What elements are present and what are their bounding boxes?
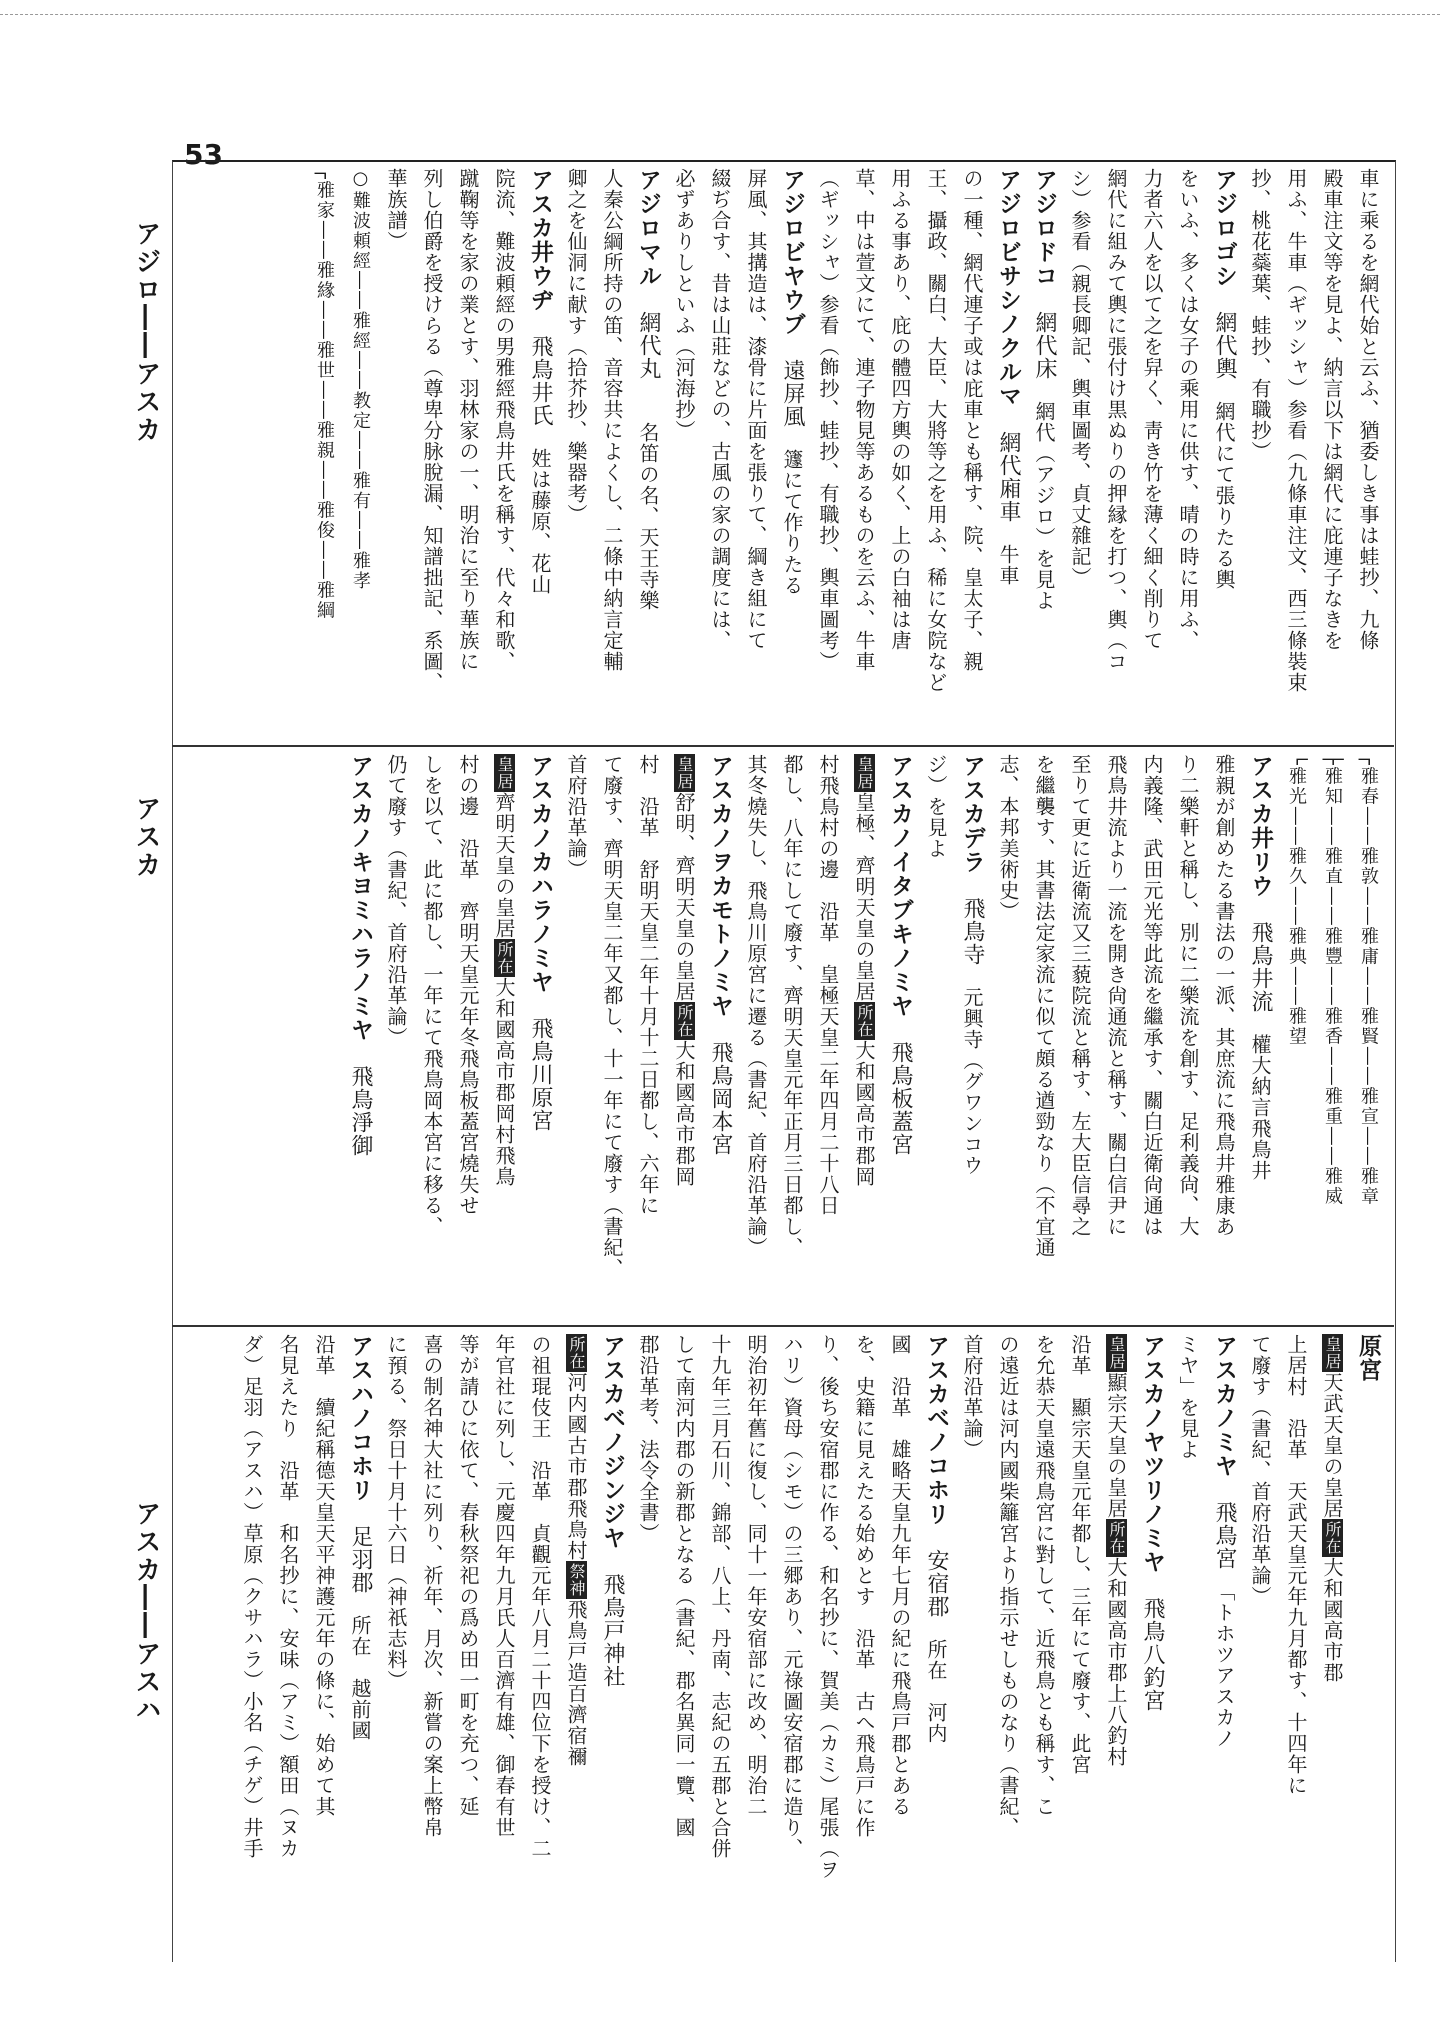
entry-kanji-form: 飛鳥淨御 bbox=[348, 1042, 373, 1157]
entry-definition-start: 「トホツアスカノ bbox=[1212, 1570, 1236, 1749]
entry-headword: アジロマル bbox=[635, 168, 661, 288]
text-line bbox=[1098, 754, 1134, 1317]
entry-definition-start: 名笛の名、天王寺樂 bbox=[636, 380, 660, 611]
genealogy-text: ┌雅春――雅敦――雅庸――雅賢――雅宣――雅章 bbox=[1358, 754, 1379, 1207]
line-text: 抄、桃花蘂葉、蛙抄、有職抄） bbox=[1248, 168, 1272, 462]
entries-band-2 bbox=[180, 754, 1386, 1317]
entry-tagged-line bbox=[486, 754, 522, 1317]
entry-kanji-form: 飛鳥板蓋宮 bbox=[888, 1018, 913, 1156]
text-line bbox=[1134, 754, 1170, 1317]
text-line bbox=[810, 1334, 846, 1954]
entry-kanji-form: 網代床 bbox=[1032, 288, 1057, 380]
entry-headword: アスカベノジンジヤ bbox=[599, 1334, 625, 1550]
line-text: 上居村 沿革 天武天皇元年九月都す、十四年に bbox=[1284, 1334, 1308, 1796]
entry-text: 飛鳥戸造百濟宿禰 bbox=[564, 1599, 588, 1767]
text-line bbox=[270, 1334, 306, 1954]
line-text: 至りて更に近衛流又三藐院流と稱す、左大臣信尋之 bbox=[1068, 754, 1092, 1237]
category-tag: 所在 bbox=[1323, 1521, 1342, 1555]
text-line bbox=[702, 1334, 738, 1954]
entry-text: 大和國高市郡 bbox=[1320, 1557, 1344, 1683]
genealogy-text: ┌雅家――雅緣――雅世――雅親――雅俊――雅綱 bbox=[314, 168, 335, 621]
entry-head-line bbox=[918, 1334, 954, 1954]
line-text: ジ）を見よ bbox=[924, 754, 948, 859]
line-text: を、史籍に見えたる始めとす 沿革 古へ飛鳥戸に作 bbox=[852, 1334, 876, 1838]
category-tag: 皇居 bbox=[855, 756, 874, 790]
category-tag: 所在 bbox=[675, 1004, 694, 1038]
category-tag: 皇居 bbox=[495, 756, 514, 790]
text-line bbox=[918, 754, 954, 1317]
line-text: を繼襲す、其書法定家流に似て頗る遒勁なり（不宜通 bbox=[1032, 754, 1056, 1258]
genealogy-line bbox=[1278, 754, 1314, 1317]
line-text: 首府沿革論） bbox=[564, 754, 588, 880]
line-text: 屏風、其搆造は、漆骨に片面を張りて、綱き組にて bbox=[744, 168, 768, 651]
text-line bbox=[1242, 1334, 1278, 1954]
line-text: しを以て、此に都し、一年にて飛鳥岡本宮に移る、 bbox=[420, 754, 444, 1237]
entry-kanji-form: 網代廂車 bbox=[996, 408, 1021, 523]
text-line bbox=[378, 168, 414, 738]
line-text: り二樂軒と稱し、別に二樂流を創す、足利義尙、大 bbox=[1176, 754, 1200, 1237]
entry-head-line bbox=[594, 1334, 630, 1954]
text-line bbox=[522, 1334, 558, 1954]
entry-headword: アジロゴシ bbox=[1211, 168, 1237, 288]
entry-head-line bbox=[1026, 168, 1062, 738]
line-text: 明治初年舊に復し、同十一年安宿部に改め、明治二 bbox=[744, 1334, 768, 1817]
line-text: 飛鳥井流より一流を開き尙通流と稱す、關白信尹に bbox=[1104, 754, 1128, 1237]
line-text: をいふ、多くは女子の乘用に供す、晴の時に用ふ、 bbox=[1176, 168, 1200, 651]
genealogy-text: └雅光――雅久――雅典――雅望 bbox=[1286, 754, 1307, 1047]
text-line bbox=[414, 168, 450, 738]
line-text: 人秦公綱所持の笛、音容共によくし、二條中納言定輔 bbox=[600, 168, 624, 672]
line-text: の一種、網代連子或は庇車とも稱す、院、皇太子、親 bbox=[960, 168, 984, 672]
text-line bbox=[378, 1334, 414, 1954]
line-text: て廢す（書紀、首府沿革論） bbox=[1248, 1334, 1272, 1607]
category-tag: 皇居 bbox=[1323, 1336, 1342, 1370]
entry-kanji-form: 飛鳥戸神社 bbox=[600, 1550, 625, 1688]
entry-tagged-line bbox=[846, 754, 882, 1317]
text-line bbox=[774, 754, 810, 1317]
entry-headword: アスカノヤツリノミヤ bbox=[1139, 1334, 1165, 1574]
entry-head-line bbox=[630, 168, 666, 738]
line-text: 喜の制名神大社に列り、祈年、月次、新嘗の案上幣帛 bbox=[420, 1334, 444, 1838]
entry-head-line bbox=[342, 754, 378, 1317]
text-line bbox=[306, 1334, 342, 1954]
text-line bbox=[990, 754, 1026, 1317]
entry-head-line bbox=[1206, 1334, 1242, 1954]
text-line bbox=[1206, 754, 1242, 1317]
text-line bbox=[1026, 754, 1062, 1317]
entry-head-line bbox=[1350, 1334, 1386, 1954]
line-text: て廢す、齊明天皇二年又都し、十一年にて廢す（書紀、 bbox=[600, 754, 624, 1279]
text-line bbox=[1098, 168, 1134, 738]
entry-definition-start: 網代にて張りたる輿 bbox=[1212, 380, 1236, 590]
entry-kanji-form: 飛鳥川原宮 bbox=[528, 994, 553, 1132]
genealogy-line bbox=[1350, 754, 1386, 1317]
line-text: 卿之を仙洞に献す（拾芥抄、樂器考） bbox=[564, 168, 588, 525]
text-line bbox=[702, 168, 738, 738]
text-line bbox=[666, 168, 702, 738]
line-text: 華族譜） bbox=[384, 168, 408, 252]
line-text: 用ふ、牛車（ギッシャ）参看（九條車注文、西三條裝束 bbox=[1284, 168, 1308, 693]
text-line bbox=[1170, 1334, 1206, 1954]
page-number: 53 bbox=[184, 138, 223, 171]
genealogy-line bbox=[1314, 754, 1350, 1317]
entry-headword: アスカノイタブキノミヤ bbox=[887, 754, 913, 1018]
text-line bbox=[1242, 168, 1278, 738]
entry-definition-start: 權大納言飛鳥井 bbox=[1248, 1013, 1272, 1181]
line-text: 殿車注文等を見よ、納言以下は網代に庇連子なきを bbox=[1320, 168, 1344, 651]
line-text: 雅親が創めたる書法の一派、其庶流に飛鳥井雅康あ bbox=[1212, 754, 1236, 1237]
line-text: の遠近は河内國柴籬宮より指示せしものなり（書紀、 bbox=[996, 1334, 1020, 1838]
line-text: 志、本邦美術史） bbox=[996, 754, 1020, 922]
line-text: 用ふる事あり、庇の體四方輿の如く、上の白袖は唐 bbox=[888, 168, 912, 651]
line-text: 院流、難波頼經の男雅經飛鳥井氏を稱す、代々和歌、 bbox=[492, 168, 516, 672]
text-line bbox=[414, 1334, 450, 1954]
category-tag: 皇居 bbox=[675, 756, 694, 790]
entry-text: 顯宗天皇の皇居 bbox=[1104, 1372, 1128, 1519]
entry-headword: 原宮 bbox=[1355, 1334, 1381, 1382]
entry-kanji-form: 飛鳥寺 bbox=[960, 874, 985, 966]
line-text: 村飛鳥村の邊 沿革 皇極天皇二年四月二十八日 bbox=[816, 754, 840, 1216]
text-line bbox=[558, 168, 594, 738]
entry-headword: アジロビサシノクルマ bbox=[995, 168, 1021, 408]
top-dashed-rule bbox=[0, 14, 1440, 15]
running-head-asuka-asuha: アスカ――アスハ bbox=[131, 1500, 161, 1724]
entry-text: 大和國高市郡岡 bbox=[852, 1040, 876, 1187]
entry-headword: アジロビヤウブ bbox=[779, 168, 805, 336]
text-line bbox=[846, 168, 882, 738]
band-divider-1 bbox=[172, 745, 1394, 747]
text-line bbox=[1026, 1334, 1062, 1954]
entry-head-line bbox=[882, 754, 918, 1317]
text-line bbox=[882, 168, 918, 738]
entry-kanji-form: 網代輿 bbox=[1212, 288, 1237, 380]
text-line bbox=[990, 1334, 1026, 1954]
text-line bbox=[738, 754, 774, 1317]
entry-kanji-form: 遠屏風 bbox=[780, 336, 805, 428]
line-text: 首府沿革論） bbox=[960, 1334, 984, 1460]
entry-text: 大和國高市郡岡 bbox=[672, 1040, 696, 1187]
text-line bbox=[1278, 168, 1314, 738]
entry-headword: アジロドコ bbox=[1031, 168, 1057, 288]
entry-headword: アスハノコホリ bbox=[347, 1334, 373, 1502]
line-text: して南河内郡の新郡となる（書紀、郡名異同一覽、國 bbox=[672, 1334, 696, 1838]
entry-text: 天武天皇の皇居 bbox=[1320, 1372, 1344, 1519]
entry-head-line bbox=[1206, 168, 1242, 738]
text-line bbox=[486, 168, 522, 738]
line-text: ダ）足羽（アスハ）草原（クサハラ）小名（チゲ）井手 bbox=[240, 1334, 264, 1859]
entry-head-line bbox=[702, 754, 738, 1317]
entry-head-line bbox=[522, 754, 558, 1317]
line-text: 車に乘るを網代始と云ふ、猶委しき事は蛙抄、九條 bbox=[1356, 168, 1380, 651]
line-text: 王、攝政、關白、大臣、大將等之を用ふ、稀に女院など bbox=[924, 168, 948, 693]
line-text: シ）参看（親長卿記、輿車圖考、貞丈雜記） bbox=[1068, 168, 1092, 588]
entry-headword: アスカノミヤ bbox=[1211, 1334, 1237, 1478]
text-line bbox=[630, 1334, 666, 1954]
entry-definition-start: 籧にて作りたる bbox=[780, 428, 804, 596]
line-text: 沿革 顯宗天皇元年都し、三年にて廢す、此宮 bbox=[1068, 1334, 1092, 1775]
line-text: 綴ぢ合す、昔は山莊などの、古風の家の調度には、 bbox=[708, 168, 732, 651]
line-text: り、後ち安宿郡に作る、和名抄に、賀美（カミ）尾張（ヲ bbox=[816, 1334, 840, 1880]
entry-definition-start: 元興寺（グワンコウ bbox=[960, 966, 984, 1176]
genealogy-line bbox=[306, 168, 342, 738]
text-line bbox=[594, 754, 630, 1317]
entry-definition-start: 網代（アジロ）を見よ bbox=[1032, 380, 1056, 611]
text-line bbox=[378, 754, 414, 1317]
text-line bbox=[774, 1334, 810, 1954]
line-text: 都し、八年にして廢す、齊明天皇元年正月三日都し、 bbox=[780, 754, 804, 1258]
text-line bbox=[846, 1334, 882, 1954]
genealogy-text: ○難波頼經――雅經――教定――雅有――雅孝 bbox=[350, 168, 371, 591]
text-line bbox=[1062, 168, 1098, 738]
entry-tagged-line bbox=[1314, 1334, 1350, 1954]
entry-text: 齊明天皇の皇居 bbox=[492, 792, 516, 939]
text-line bbox=[234, 1334, 270, 1954]
entry-headword: アスカ井リウ bbox=[1247, 754, 1273, 898]
entry-kanji-form: 飛鳥八釣宮 bbox=[1140, 1574, 1165, 1712]
text-line bbox=[450, 754, 486, 1317]
line-text: ハリ）資母（シモ）の三郷あり、元祿圖安宿郡に造り、 bbox=[780, 1334, 804, 1859]
text-line bbox=[810, 754, 846, 1317]
entry-kanji-form: 安宿郡 bbox=[924, 1526, 949, 1618]
entry-kanji-form: 飛鳥井氏 bbox=[528, 312, 553, 427]
text-line bbox=[1350, 168, 1386, 738]
text-line bbox=[414, 754, 450, 1317]
entry-tagged-line bbox=[1098, 1334, 1134, 1954]
line-text: （ギッシャ）参看（飾抄、蛙抄、有職抄、輿車圖考） bbox=[816, 168, 840, 672]
line-text: の祖琨伎王 沿革 貞觀元年八月二十四位下を授け、二 bbox=[528, 1334, 552, 1859]
entry-definition-start: 所在 越前國 bbox=[348, 1594, 372, 1741]
text-line bbox=[1170, 168, 1206, 738]
entry-headword: アスカデラ bbox=[959, 754, 985, 874]
entry-headword: アスカノキヨミハラノミヤ bbox=[347, 754, 373, 1042]
entry-headword: アスカベノコホリ bbox=[923, 1334, 949, 1526]
line-text: 仍て廢す（書紀、首府沿革論） bbox=[384, 754, 408, 1048]
category-tag: 所在 bbox=[567, 1336, 586, 1370]
running-head-ajiro-asuka: アジロ――アスカ bbox=[131, 220, 161, 444]
entry-kanji-form: 網代丸 bbox=[636, 288, 661, 380]
entry-headword: アスカ井ウヂ bbox=[527, 168, 553, 312]
text-line bbox=[1062, 1334, 1098, 1954]
line-text: 年官社に列し、元慶四年九月氏人百濟有雄、御春有世 bbox=[492, 1334, 516, 1838]
entry-head-line bbox=[342, 1334, 378, 1954]
text-line bbox=[810, 168, 846, 738]
category-tag: 皇居 bbox=[1107, 1336, 1126, 1370]
text-line bbox=[666, 1334, 702, 1954]
entry-head-line bbox=[1242, 754, 1278, 1317]
text-line bbox=[954, 1334, 990, 1954]
text-line bbox=[1134, 168, 1170, 738]
text-line bbox=[594, 168, 630, 738]
text-line bbox=[450, 168, 486, 738]
text-line bbox=[738, 168, 774, 738]
line-text: 十九年三月石川、錦部、八上、丹南、志紀の五郡と合併 bbox=[708, 1334, 732, 1859]
entry-head-line bbox=[990, 168, 1026, 738]
line-text: 内義隆、武田元光等此流を繼承す、關白近衛尙通は bbox=[1140, 754, 1164, 1237]
entry-kanji-form: 足羽郡 bbox=[348, 1502, 373, 1594]
text-line bbox=[882, 1334, 918, 1954]
line-text: 蹴鞠等を家の業とす、羽林家の一、明治に至り華族に bbox=[456, 168, 480, 672]
running-head-asuka: アスカ bbox=[131, 795, 161, 879]
entry-tagged-line bbox=[666, 754, 702, 1317]
line-text: 其冬燒失し、飛鳥川原宮に遷る（書紀、首府沿革論） bbox=[744, 754, 768, 1258]
entry-tagged-line bbox=[558, 1334, 594, 1954]
entry-kanji-form: 飛鳥井流 bbox=[1248, 898, 1273, 1013]
text-line bbox=[450, 1334, 486, 1954]
entry-text: 大和國高市郡上八釣村 bbox=[1104, 1557, 1128, 1767]
entry-head-line bbox=[954, 754, 990, 1317]
line-text: 網代に組みて輿に張付け黒ぬりの押縁を打つ、輿（コ bbox=[1104, 168, 1128, 672]
line-text: 草、中は萱文にて、連子物見等あるものを云ふ、牛車 bbox=[852, 168, 876, 672]
entry-definition-start: 所在 河内 bbox=[924, 1618, 948, 1744]
text-line bbox=[1314, 168, 1350, 738]
line-text: 列し伯爵を授けらる（尊卑分脉脫漏、知譜拙記、系圖、 bbox=[420, 168, 444, 693]
text-line bbox=[630, 754, 666, 1317]
category-tag: 所在 bbox=[495, 941, 514, 975]
text-line bbox=[954, 168, 990, 738]
entry-text: 舒明、齊明天皇の皇居 bbox=[672, 792, 696, 1002]
text-line bbox=[1062, 754, 1098, 1317]
entry-text: 河内國古市郡飛鳥村 bbox=[564, 1372, 588, 1561]
entries-band-3 bbox=[180, 1334, 1386, 1954]
line-text: 力者六人を以て之を舁く、靑き竹を薄く細く削りて bbox=[1140, 168, 1164, 651]
category-tag: 所在 bbox=[1107, 1521, 1126, 1555]
line-text: 村 沿革 舒明天皇二年十月十二日都し、六年に bbox=[636, 754, 660, 1216]
line-text: を允恭天皇遠飛鳥宮に對して、近飛鳥とも稱す、こ bbox=[1032, 1334, 1056, 1817]
entry-kanji-form: 飛鳥岡本宮 bbox=[708, 1018, 733, 1156]
entry-definition-start: 姓は藤原、花山 bbox=[528, 427, 552, 595]
band-divider-2 bbox=[172, 1325, 1394, 1327]
entry-head-line bbox=[522, 168, 558, 738]
category-tag: 祭神 bbox=[567, 1563, 586, 1597]
category-tag: 所在 bbox=[855, 1004, 874, 1038]
text-line bbox=[558, 754, 594, 1317]
entry-kanji-form: 飛鳥宮 bbox=[1212, 1478, 1237, 1570]
genealogy-text: ├雅知――雅直――雅豐――雅香――雅重――雅威 bbox=[1322, 754, 1343, 1207]
entry-text: 大和國高市郡岡村飛鳥 bbox=[492, 977, 516, 1187]
line-text: 沿革 續紀稱德天皇天平神護元年の條に、始めて其 bbox=[312, 1334, 336, 1817]
line-text: 國 沿革 雄略天皇九年七月の紀に飛鳥戸郡とある bbox=[888, 1334, 912, 1817]
entry-definition-start: 牛車 bbox=[996, 523, 1020, 586]
line-text: 等が請ひに依て、春秋祭祀の爲め田一町を充つ、延 bbox=[456, 1334, 480, 1817]
entries-band-1 bbox=[180, 168, 1386, 738]
line-text: ミヤ」を見よ bbox=[1176, 1334, 1200, 1460]
line-text: 必ずありしといふ（河海抄） bbox=[672, 168, 696, 441]
entry-text: 皇極、齊明天皇の皇居 bbox=[852, 792, 876, 1002]
line-text: に預る、祭日十月十六日（神祇志料） bbox=[384, 1334, 408, 1691]
line-text: 名見えたり 沿革 和名抄に、安味（アミ）額田（ヌカ bbox=[276, 1334, 300, 1859]
genealogy-line bbox=[342, 168, 378, 738]
text-line bbox=[1278, 1334, 1314, 1954]
line-text: 村の邊 沿革 齊明天皇元年冬飛鳥板蓋宮燒失せ bbox=[456, 754, 480, 1216]
entry-head-line bbox=[774, 168, 810, 738]
entry-head-line bbox=[1134, 1334, 1170, 1954]
text-line bbox=[738, 1334, 774, 1954]
entry-headword: アスカノヲカモトノミヤ bbox=[707, 754, 733, 1018]
entry-headword: アスカノカハラノミヤ bbox=[527, 754, 553, 994]
line-text: 郡沿革考、法令全書） bbox=[636, 1334, 660, 1544]
text-line bbox=[1170, 754, 1206, 1317]
text-line bbox=[918, 168, 954, 738]
text-line bbox=[486, 1334, 522, 1954]
